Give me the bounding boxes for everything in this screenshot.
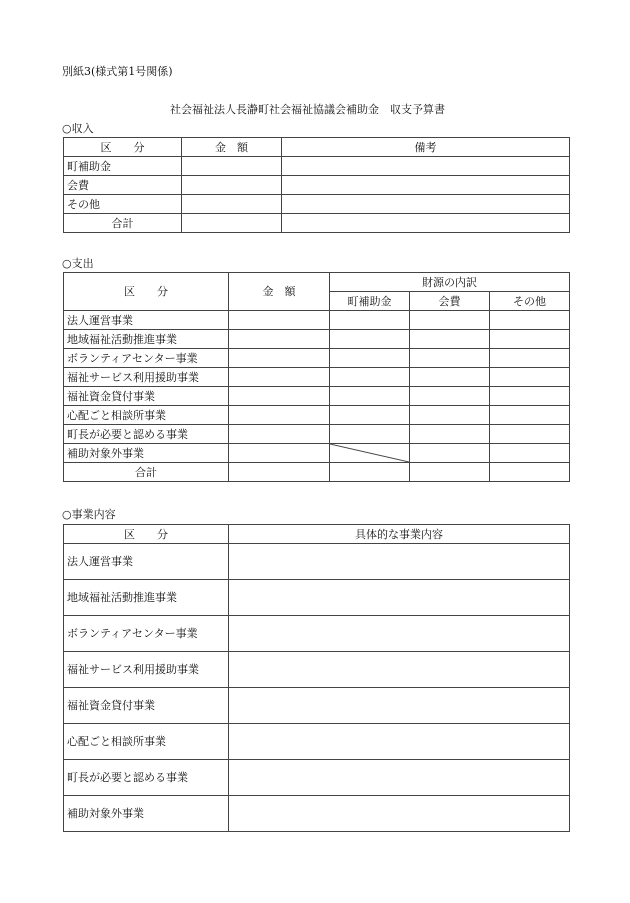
expense-header-membership-fee: 会費 [410, 292, 490, 311]
projects-row-label: 補助対象外事業 [64, 796, 229, 832]
expense-other-cell[interactable] [490, 311, 570, 330]
projects-row-label: 法人運営事業 [64, 544, 229, 580]
expense-amount-cell[interactable] [229, 387, 330, 406]
projects-details-cell[interactable] [229, 652, 570, 688]
expense-row-label: 町長が必要と認める事業 [64, 425, 229, 444]
expense-membership-fee-cell[interactable] [410, 368, 490, 387]
expense-amount-cell[interactable] [229, 444, 330, 463]
expense-membership-fee-cell[interactable] [410, 406, 490, 425]
income-amount-cell[interactable] [182, 176, 282, 195]
expense-town-subsidy-cell[interactable] [330, 368, 410, 387]
expense-header-category: 区 分 [64, 273, 229, 311]
income-row-label: 会費 [64, 176, 182, 195]
expense-town-subsidy-cell[interactable] [330, 311, 410, 330]
expense-amount-cell[interactable] [229, 425, 330, 444]
projects-details-cell[interactable] [229, 616, 570, 652]
income-total-amount-cell[interactable] [182, 214, 282, 233]
expense-town-subsidy-cell-crossed [330, 444, 410, 463]
expense-table [63, 272, 570, 482]
expense-membership-fee-cell[interactable] [410, 311, 490, 330]
income-amount-cell[interactable] [182, 195, 282, 214]
expense-town-subsidy-cell[interactable] [330, 425, 410, 444]
diagonal-strike-line [330, 444, 409, 462]
expense-total-membership-fee-cell[interactable] [410, 463, 490, 482]
expense-amount-cell[interactable] [229, 368, 330, 387]
attachment-label: 別紙3(様式第1号関係) [62, 65, 173, 78]
income-remarks-cell[interactable] [282, 176, 570, 195]
income-header-amount: 金 額 [182, 138, 282, 157]
expense-total-label: 合計 [64, 463, 229, 482]
expense-amount-cell[interactable] [229, 311, 330, 330]
expense-other-cell[interactable] [490, 368, 570, 387]
expense-membership-fee-cell[interactable] [410, 444, 490, 463]
projects-details-cell[interactable] [229, 724, 570, 760]
expense-membership-fee-cell[interactable] [410, 349, 490, 368]
income-row-label: その他 [64, 195, 182, 214]
expense-other-cell[interactable] [490, 387, 570, 406]
expense-total-other-cell[interactable] [490, 463, 570, 482]
projects-details-cell[interactable] [229, 580, 570, 616]
expense-amount-cell[interactable] [229, 330, 330, 349]
income-total-remarks-cell[interactable] [282, 214, 570, 233]
expense-row-label: ボランティアセンター事業 [64, 349, 229, 368]
projects-details-cell[interactable] [229, 760, 570, 796]
projects-details-cell[interactable] [229, 688, 570, 724]
expense-other-cell[interactable] [490, 406, 570, 425]
income-header-remarks: 備考 [282, 138, 570, 157]
expense-other-cell[interactable] [490, 444, 570, 463]
expense-total-amount-cell[interactable] [229, 463, 330, 482]
expense-town-subsidy-cell[interactable] [330, 387, 410, 406]
projects-row-label: 地域福祉活動推進事業 [64, 580, 229, 616]
projects-row-label: ボランティアセンター事業 [64, 616, 229, 652]
expense-amount-cell[interactable] [229, 349, 330, 368]
income-total-label: 合計 [64, 214, 182, 233]
expense-header-amount: 金 額 [229, 273, 330, 311]
expense-row-label: 補助対象外事業 [64, 444, 229, 463]
projects-heading: ○事業内容 [62, 508, 116, 521]
projects-row-label: 心配ごと相談所事業 [64, 724, 229, 760]
expense-row-label: 福祉サービス利用援助事業 [64, 368, 229, 387]
expense-row-label: 心配ごと相談所事業 [64, 406, 229, 425]
income-amount-cell[interactable] [182, 157, 282, 176]
income-row-label: 町補助金 [64, 157, 182, 176]
income-remarks-cell[interactable] [282, 157, 570, 176]
projects-table [63, 524, 570, 832]
expense-membership-fee-cell[interactable] [410, 425, 490, 444]
expense-header-town-subsidy: 町補助金 [330, 292, 410, 311]
expense-membership-fee-cell[interactable] [410, 387, 490, 406]
projects-row-label: 福祉資金貸付事業 [64, 688, 229, 724]
expense-heading: ○支出 [62, 257, 94, 270]
expense-other-cell[interactable] [490, 349, 570, 368]
income-remarks-cell[interactable] [282, 195, 570, 214]
income-table [63, 137, 570, 233]
expense-other-cell[interactable] [490, 330, 570, 349]
expense-town-subsidy-cell[interactable] [330, 349, 410, 368]
expense-town-subsidy-cell[interactable] [330, 330, 410, 349]
expense-row-label: 福祉資金貸付事業 [64, 387, 229, 406]
expense-amount-cell[interactable] [229, 406, 330, 425]
expense-membership-fee-cell[interactable] [410, 330, 490, 349]
expense-other-cell[interactable] [490, 425, 570, 444]
projects-header-category: 区 分 [64, 525, 229, 544]
projects-details-cell[interactable] [229, 796, 570, 832]
expense-row-label: 地域福祉活動推進事業 [64, 330, 229, 349]
projects-row-label: 福祉サービス利用援助事業 [64, 652, 229, 688]
expense-header-other: その他 [490, 292, 570, 311]
projects-details-cell[interactable] [229, 544, 570, 580]
projects-header-details: 具体的な事業内容 [229, 525, 570, 544]
expense-total-town-subsidy-cell[interactable] [330, 463, 410, 482]
income-header-category: 区 分 [64, 138, 182, 157]
document-title: 社会福祉法人長瀞町社会福祉協議会補助金 収支予算書 [170, 103, 445, 116]
expense-town-subsidy-cell[interactable] [330, 406, 410, 425]
expense-header-funding-breakdown: 財源の内訳 [330, 273, 570, 292]
projects-row-label: 町長が必要と認める事業 [64, 760, 229, 796]
income-heading: ○収入 [62, 122, 94, 135]
expense-row-label: 法人運営事業 [64, 311, 229, 330]
